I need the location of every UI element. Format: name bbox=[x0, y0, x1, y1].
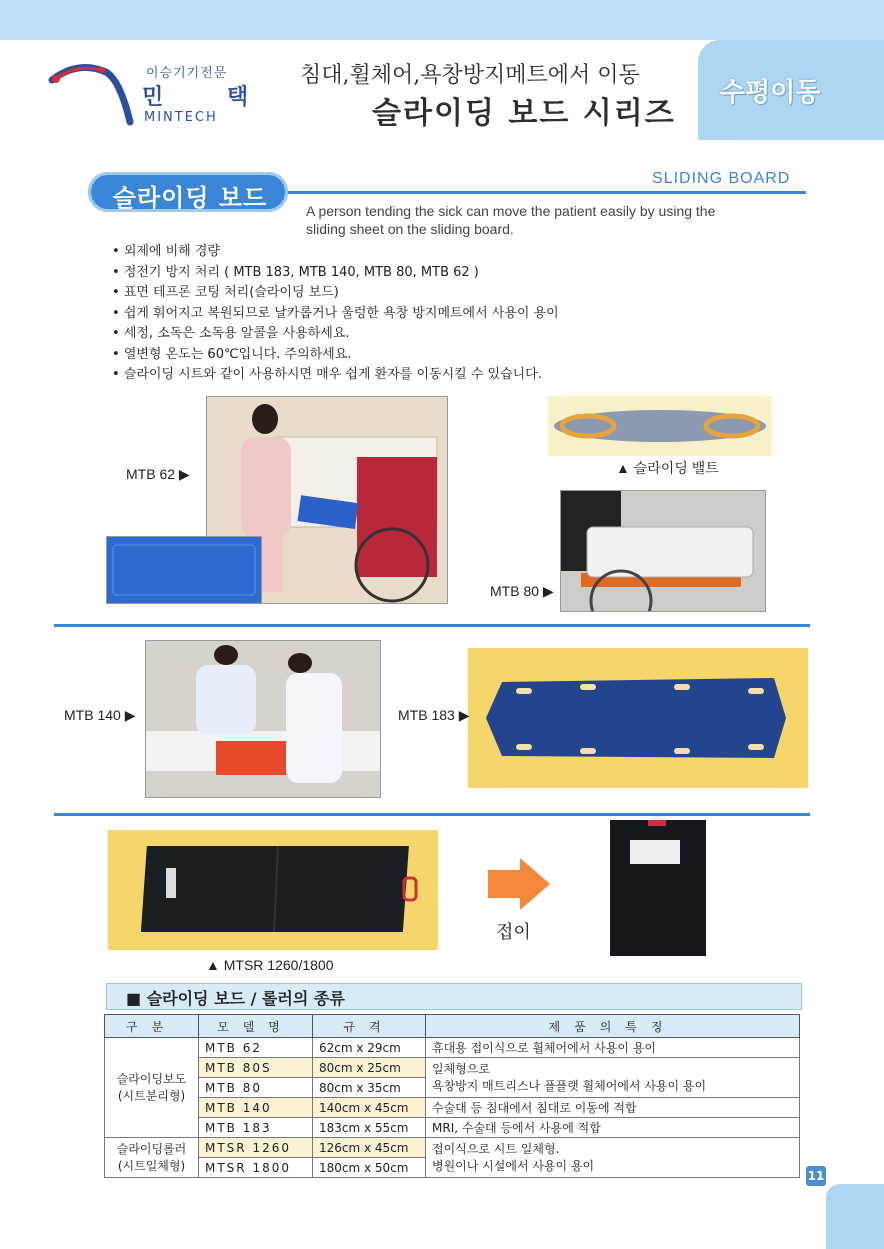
category-cell bbox=[105, 1138, 199, 1178]
header-size: 규격 bbox=[313, 1015, 426, 1038]
corner-decoration bbox=[826, 1184, 884, 1249]
category-name: 슬라이딩보도 bbox=[116, 1071, 187, 1086]
logo-subtitle: 이승기기전문 bbox=[146, 66, 228, 81]
feature-item: • 쉽게 휘어지고 복원되므로 날카롭거나 울렁한 욕창 방지메트에서 사용이 용이 bbox=[112, 304, 559, 325]
feature-line: 접이식으로 시트 일체형. bbox=[432, 1141, 560, 1156]
category-sub: (시트분리형) bbox=[117, 1088, 186, 1103]
model-cell: MTB 62 bbox=[199, 1038, 313, 1058]
category-cell bbox=[105, 1038, 199, 1138]
feature-line: 일체형으로 bbox=[432, 1061, 490, 1076]
category-sub: (시트일체형) bbox=[117, 1158, 186, 1173]
size-cell: 62cm x 29cm bbox=[313, 1038, 426, 1058]
table-row bbox=[105, 1118, 800, 1138]
size-cell: 80cm x 35cm bbox=[313, 1078, 426, 1098]
table-row bbox=[105, 1058, 800, 1078]
photo-mtsr-folded bbox=[610, 820, 706, 956]
model-cell: MTB 183 bbox=[199, 1118, 313, 1138]
feature-cell: 수술대 등 침대에서 침대로 이동에 적합 bbox=[426, 1098, 800, 1118]
feature-list bbox=[112, 242, 559, 386]
category-name: 슬라이딩롤러 bbox=[116, 1141, 187, 1156]
feature-cell: MRI, 수술대 등에서 사용에 적합 bbox=[426, 1118, 800, 1138]
category-tab-label: 수평이동 bbox=[720, 78, 821, 108]
spec-table bbox=[104, 1014, 800, 1178]
size-cell: 183cm x 55cm bbox=[313, 1118, 426, 1138]
divider bbox=[54, 813, 810, 816]
feature-item: • 슬라이딩 시트와 같이 사용하시면 매우 쉽게 환자를 이동시킬 수 있습니다. bbox=[112, 365, 559, 386]
photo-mtb183 bbox=[468, 648, 808, 788]
table-row bbox=[105, 1098, 800, 1118]
label-belt: ▲ 슬라이딩 밸트 bbox=[616, 460, 719, 476]
size-cell: 140cm x 45cm bbox=[313, 1098, 426, 1118]
section-label: SLIDING BOARD bbox=[652, 170, 791, 187]
label-mtb140: MTB 140 ▶ bbox=[64, 707, 136, 723]
photo-sliding-belt bbox=[548, 396, 772, 456]
model-cell: MTSR 1800 bbox=[199, 1158, 313, 1178]
size-cell: 80cm x 25cm bbox=[313, 1058, 426, 1078]
page-number: 11 bbox=[806, 1166, 826, 1186]
model-cell: MTB 80S bbox=[199, 1058, 313, 1078]
feature-line: 병원이나 시설에서 사용이 용이 bbox=[432, 1158, 595, 1173]
table-row bbox=[105, 1138, 800, 1158]
fold-label: 접이 bbox=[496, 922, 531, 943]
table-title: ■ 슬라이딩 보드 / 롤러의 종류 bbox=[126, 989, 345, 1008]
header-model: 모델명 bbox=[199, 1015, 313, 1038]
photo-mtb62-board bbox=[106, 536, 262, 604]
photo-mtb140 bbox=[145, 640, 381, 798]
page-title: 슬라이딩 보드 시리즈 bbox=[372, 96, 676, 131]
label-mtsr: ▲ MTSR 1260/1800 bbox=[206, 957, 334, 973]
header-category: 구분 bbox=[105, 1015, 199, 1038]
feature-cell bbox=[426, 1138, 800, 1178]
photo-mtb80 bbox=[560, 490, 766, 612]
divider bbox=[54, 624, 810, 627]
photo-mtsr bbox=[108, 830, 438, 950]
model-cell: MTB 80 bbox=[199, 1078, 313, 1098]
size-cell: 180cm x 50cm bbox=[313, 1158, 426, 1178]
logo-arc-icon bbox=[48, 58, 138, 128]
header-feature: 제품의특징 bbox=[426, 1015, 800, 1038]
table-row bbox=[105, 1038, 800, 1058]
feature-item: • 정전기 방지 처리 ( MTB 183, MTB 140, MTB 80, MTB 62 ) bbox=[112, 263, 559, 284]
feature-item: • 열변형 온도는 60℃입니다. 주의하세요. bbox=[112, 345, 559, 366]
feature-cell: 휴대용 접이식으로 휠체어에서 사용이 용이 bbox=[426, 1038, 800, 1058]
top-band bbox=[0, 0, 884, 40]
table-header-row bbox=[105, 1015, 800, 1038]
arrow-right-icon bbox=[486, 856, 552, 912]
model-cell: MTSR 1260 bbox=[199, 1138, 313, 1158]
english-description: A person tending the sick can move the patient easily by using the sliding sheet on the sliding board. bbox=[306, 203, 716, 237]
feature-line: 욕창방지 매트리스나 플플랫 휠체어에서 사용이 용이 bbox=[432, 1078, 707, 1093]
model-cell: MTB 140 bbox=[199, 1098, 313, 1118]
section-rule bbox=[288, 191, 806, 194]
feature-item: • 외제에 비해 경량 bbox=[112, 242, 559, 263]
label-mtb80: MTB 80 ▶ bbox=[490, 583, 554, 599]
section-pill-label: 슬라이딩 보드 bbox=[112, 184, 268, 212]
header-subtitle: 침대,휠체어,욕창방지메트에서 이동 bbox=[300, 63, 640, 88]
feature-item: • 표면 테프론 코팅 처리(슬라이딩 보드) bbox=[112, 283, 559, 304]
logo-name: 민 택 bbox=[142, 85, 277, 110]
label-mtb183: MTB 183 ▶ bbox=[398, 707, 470, 723]
size-cell: 126cm x 45cm bbox=[313, 1138, 426, 1158]
logo-english: MINTECH bbox=[144, 110, 218, 125]
feature-cell bbox=[426, 1058, 800, 1098]
label-mtb62: MTB 62 ▶ bbox=[126, 466, 190, 482]
feature-item: • 세정, 소독은 소독용 알콜을 사용하세요. bbox=[112, 324, 559, 345]
